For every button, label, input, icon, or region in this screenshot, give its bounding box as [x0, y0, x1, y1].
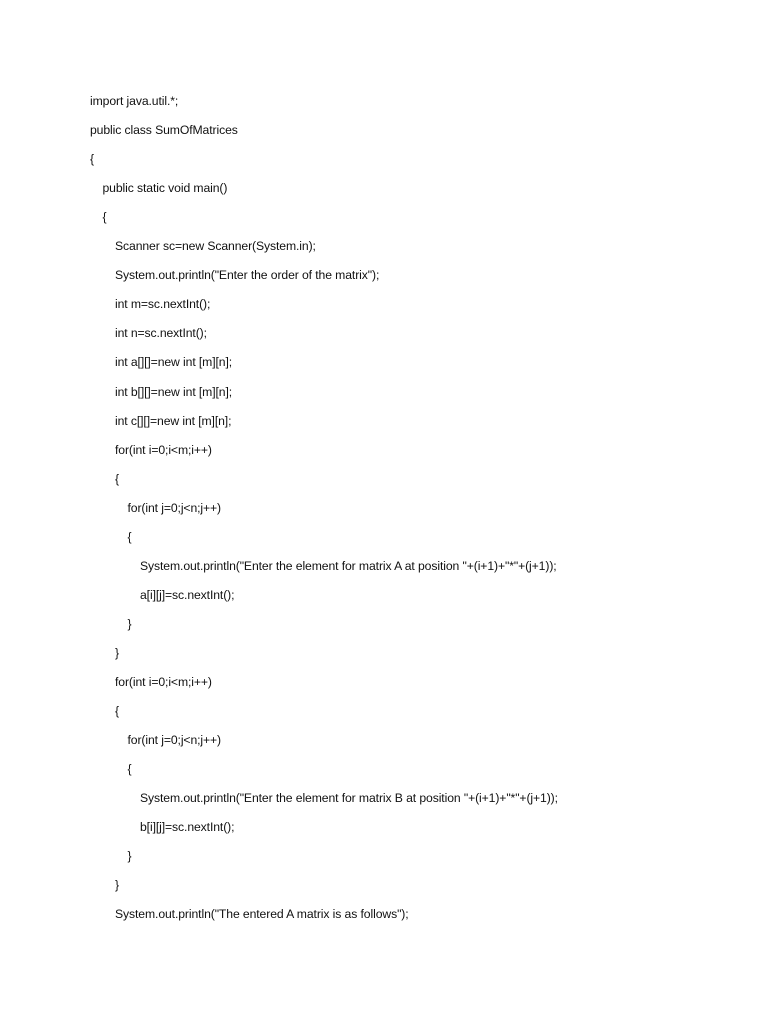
code-line: { [115, 704, 119, 719]
code-line: { [102, 210, 107, 225]
code-line: for(int j=0;j<n;j++) [127, 500, 222, 515]
code-line: int c[][]=new int [m][n]; [115, 413, 232, 428]
code-line: { [115, 471, 119, 486]
code-line: int a[][]=new int [m][n]; [115, 355, 233, 370]
code-line: { [127, 762, 132, 777]
code-line: for(int i=0;i<m;i++) [115, 442, 212, 457]
code-line: b[i][j]=sc.nextInt(); [140, 820, 235, 835]
code-line: a[i][j]=sc.nextInt(); [140, 587, 235, 602]
code-line: } [115, 878, 119, 893]
code-line: { [127, 529, 132, 544]
code-line: } [127, 616, 132, 631]
code-line: for(int j=0;j<n;j++) [127, 733, 222, 748]
code-line: System.out.println("Enter the element for matrix A at position "+(i+1)+"*"+(j+1)); [140, 558, 557, 573]
code-line: int m=sc.nextInt(); [115, 297, 211, 312]
code-line: public static void main() [102, 181, 228, 196]
code-line: for(int i=0;i<m;i++) [115, 675, 212, 689]
code-line: Scanner sc=new Scanner(System.in); [115, 239, 316, 254]
code-line: int b[][]=new int [m][n]; [115, 384, 233, 399]
code-line: public class SumOfMatrices [90, 123, 238, 138]
code-line: System.out.println("The entered A matrix is as follows"); [115, 907, 409, 922]
code-line: { [90, 152, 94, 167]
code-line: System.out.println("Enter the order of the matrix"); [115, 268, 380, 283]
code-line: } [127, 849, 132, 864]
code-line: System.out.println("Enter the element for matrix B at position "+(i+1)+"*"+(j+1)); [140, 791, 558, 806]
code-line: } [115, 645, 119, 660]
code-line: import java.util.*; [90, 94, 179, 108]
code-line: int n=sc.nextInt(); [115, 326, 207, 341]
